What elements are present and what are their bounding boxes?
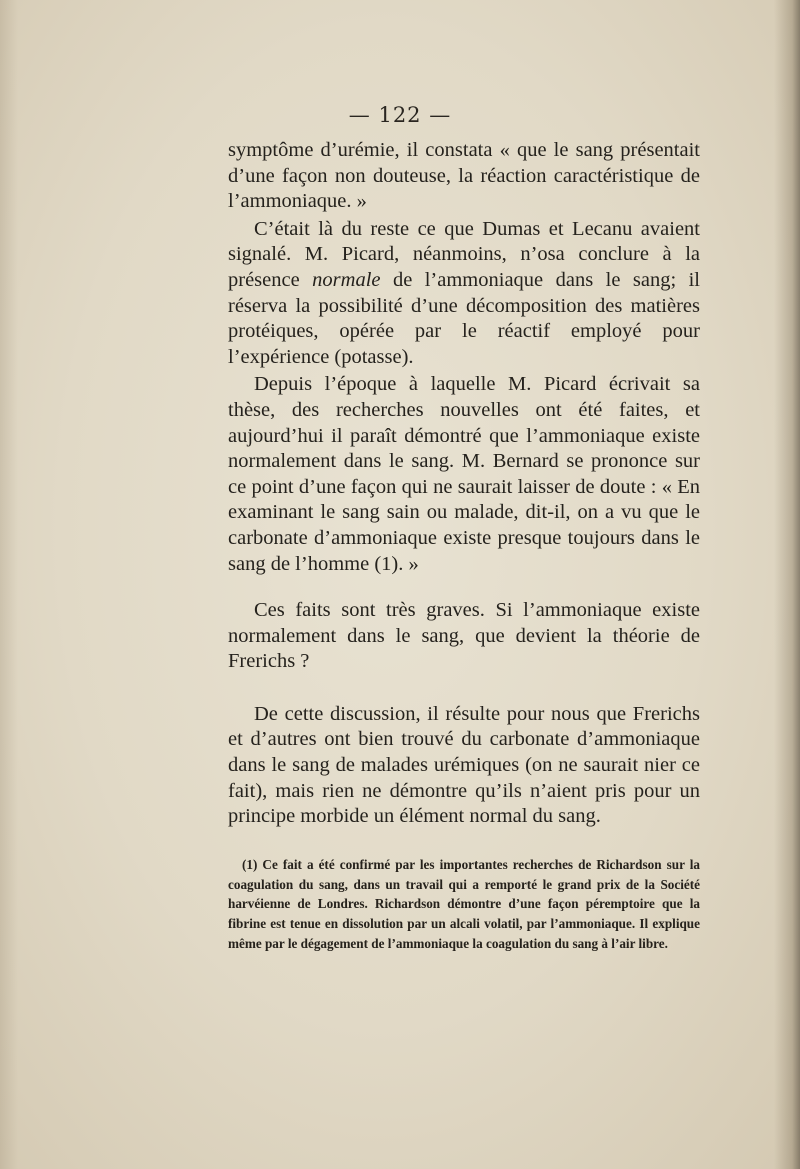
page-number: — 122 — bbox=[348, 103, 452, 127]
paragraph-2 bbox=[228, 217, 700, 371]
paragraph-1: symptôme d’urémie, il constata « que le sang présentait d’une façon non douteuse, la réaction caractéristique de l’ammoniaque. » bbox=[228, 139, 700, 213]
paragraph-3: Depuis l’époque à laquelle M. Picard écrivait sa thèse, des recherches nouvelles ont été faites, et aujourd’hui il paraît démontré que l’ammoniaque existe normalement dans le sang. M. Bernard se prononce sur ce point d’une façon qui ne saurait laisser de doute : « En examinant le sang sain ou malade, dit-il, on a vu que le carbonate d’ammoniaque existe presque toujours dans le sang de l’homme (1). » bbox=[228, 373, 700, 575]
main-text bbox=[228, 138, 700, 830]
page-edge-shadow-right bbox=[774, 0, 800, 1169]
paragraph-2-text-start: C’était là du reste ce que Dumas et Lecanu avaient signalé. M. Picard, néanmoins, n’osa conclure à la présence bbox=[228, 217, 700, 291]
paragraph-4: Ces faits sont très graves. Si l’ammoniaque existe normalement dans le sang, que devient la théorie de Frerichs ? bbox=[228, 599, 700, 673]
footnote bbox=[228, 855, 700, 954]
page-edge-shadow-left bbox=[0, 0, 18, 1169]
paragraph-2-text-end: de l’ammoniaque dans le sang; il réserva la possibilité d’une décomposition des matières protéiques, opérée par le réactif employé pour l’expérience (potasse). bbox=[228, 268, 700, 368]
footnote-text: (1) Ce fait a été confirmé par les importantes recherches de Richardson sur la coagulation du sang, dans un travail qui a remporté le grand prix de la Société harvéienne de Londres. Richardson démontre d’une façon péremptoire que la fibrine est tenue en dissolution par un alcali volatil, par l’ammoniaque. Il explique même par le dégagement de l’ammoniaque la coagulation du sang à l’air libre. bbox=[228, 857, 700, 951]
paragraph-2-italic-word: normale bbox=[312, 268, 381, 291]
paragraph-5: De cette discussion, il résulte pour nous que Frerichs et d’autres ont bien trouvé du carbonate d’ammoniaque dans le sang de malades urémiques (on ne saurait nier ce fait), mais rien ne démontre qu’ils n’aient pris pour un principe morbide un élément normal du sang. bbox=[228, 702, 700, 828]
